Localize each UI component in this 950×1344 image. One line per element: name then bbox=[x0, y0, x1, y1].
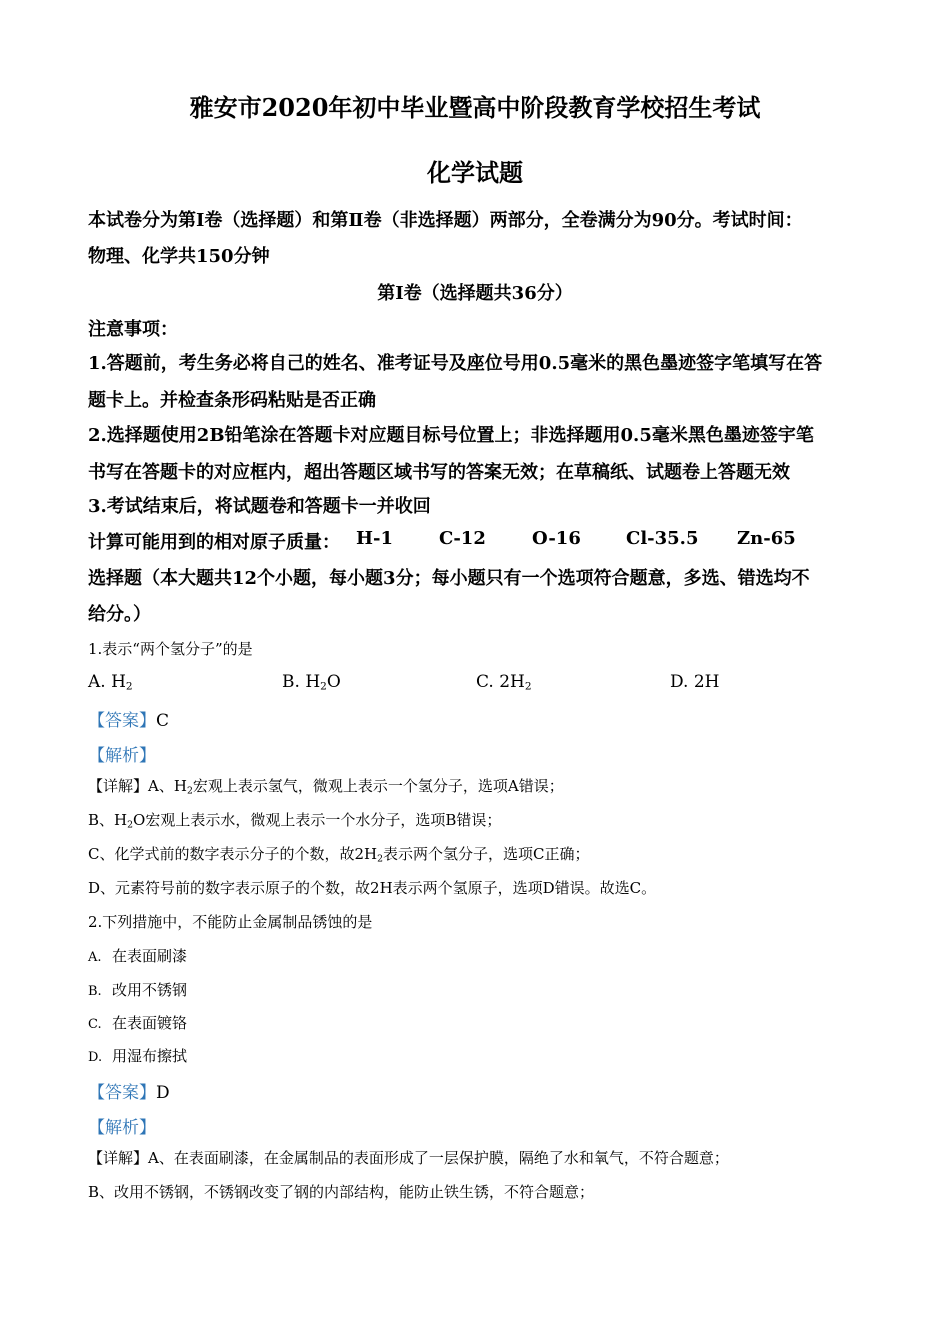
atomic-mass-c: C-12 bbox=[439, 528, 486, 549]
note-1-line-b: 题卡上。并检查条形码粘贴是否正确 bbox=[88, 390, 376, 411]
notes-heading: 注意事项： bbox=[88, 319, 178, 340]
intro-line-2: 物理、化学共150分钟 bbox=[88, 246, 270, 267]
q2-option-a: A. 在表面刷漆 bbox=[88, 947, 188, 965]
note-1-line-a: 1.答题前，考生务必将自己的姓名、准考证号及座位号用0.5毫米的黑色墨迹签字笔填写在答 bbox=[88, 353, 823, 374]
q1-analysis-label: 【解析】 bbox=[88, 746, 156, 766]
q2-analysis-label: 【解析】 bbox=[88, 1118, 156, 1138]
choice-instructions-b: 给分。） bbox=[88, 604, 151, 625]
q2-option-d: D. 用湿布擦拭 bbox=[88, 1047, 188, 1065]
q1-detail-3: C、化学式前的数字表示分子的个数，故$2H_2$表示两个氢分子，选项C正确； bbox=[88, 845, 590, 865]
note-2-line-b: 书写在答题卡的对应框内，超出答题区域书写的答案无效；在草稿纸、试题卷上答题无效 bbox=[88, 462, 790, 483]
page-subtitle: 化学试题 bbox=[427, 158, 523, 187]
atomic-mass-cl: Cl-35.5 bbox=[626, 528, 699, 549]
q1-option-c: C. $2H_2$ bbox=[476, 672, 532, 693]
q1-option-a: A. $H_2$ bbox=[88, 672, 133, 693]
atomic-mass-label: 计算可能用到的相对原子质量： bbox=[88, 532, 340, 553]
page-title: 雅安市2020年初中毕业暨高中阶段教育学校招生考试 bbox=[189, 93, 761, 122]
q2-detail-1: 【详解】A、在表面刷漆，在金属制品的表面形成了一层保护膜，隔绝了水和氧气，不符合题意； bbox=[88, 1149, 729, 1167]
section-title: 第Ⅰ卷（选择题共36分） bbox=[377, 283, 573, 304]
atomic-mass-o: O-16 bbox=[532, 528, 581, 549]
q1-option-b: B. $H_2O$ bbox=[282, 672, 341, 693]
q2-option-b: B. 改用不锈钢 bbox=[88, 981, 188, 999]
q1-detail-4: D、元素符号前的数字表示原子的个数，故2H表示两个氢原子，选项D错误。故选C。 bbox=[88, 879, 657, 897]
q1-detail-1: 【详解】A、$H_2$宏观上表示氢气，微观上表示一个氢分子，选项A错误； bbox=[88, 777, 564, 797]
q1-detail-2: B、$H_2O$宏观上表示水，微观上表示一个水分子，选项B错误； bbox=[88, 811, 502, 831]
q2-answer: 【答案】D bbox=[88, 1083, 170, 1103]
note-2-line-a: 2.选择题使用2B铅笔涂在答题卡对应题目标号位置上；非选择题用0.5毫米黑色墨迹签宇笔 bbox=[88, 425, 814, 446]
atomic-mass-h: H-1 bbox=[356, 528, 394, 549]
intro-line-1: 本试卷分为第Ⅰ卷（选择题）和第Ⅱ卷（非选择题）两部分，全卷满分为90分。考试时间： bbox=[88, 210, 803, 231]
question-2: 2.下列措施中，不能防止金属制品锈蚀的是 bbox=[88, 913, 373, 931]
q1-option-d: D. 2H bbox=[670, 672, 720, 692]
q2-detail-2: B、改用不锈钢，不锈钢改变了钢的内部结构，能防止铁生锈，不符合题意； bbox=[88, 1183, 595, 1201]
atomic-mass-zn: Zn-65 bbox=[737, 528, 796, 549]
question-1: 1.表示“两个氢分子”的是 bbox=[88, 640, 253, 658]
choice-instructions-a: 选择题（本大题共12个小题，每小题3分；每小题只有一个选项符合题意，多选、错选均不 bbox=[88, 568, 810, 589]
note-3: 3.考试结束后，将试题卷和答题卡一并收回 bbox=[88, 496, 431, 517]
q2-option-c: C. 在表面镀铬 bbox=[88, 1014, 188, 1032]
q1-answer: 【答案】C bbox=[88, 711, 170, 731]
